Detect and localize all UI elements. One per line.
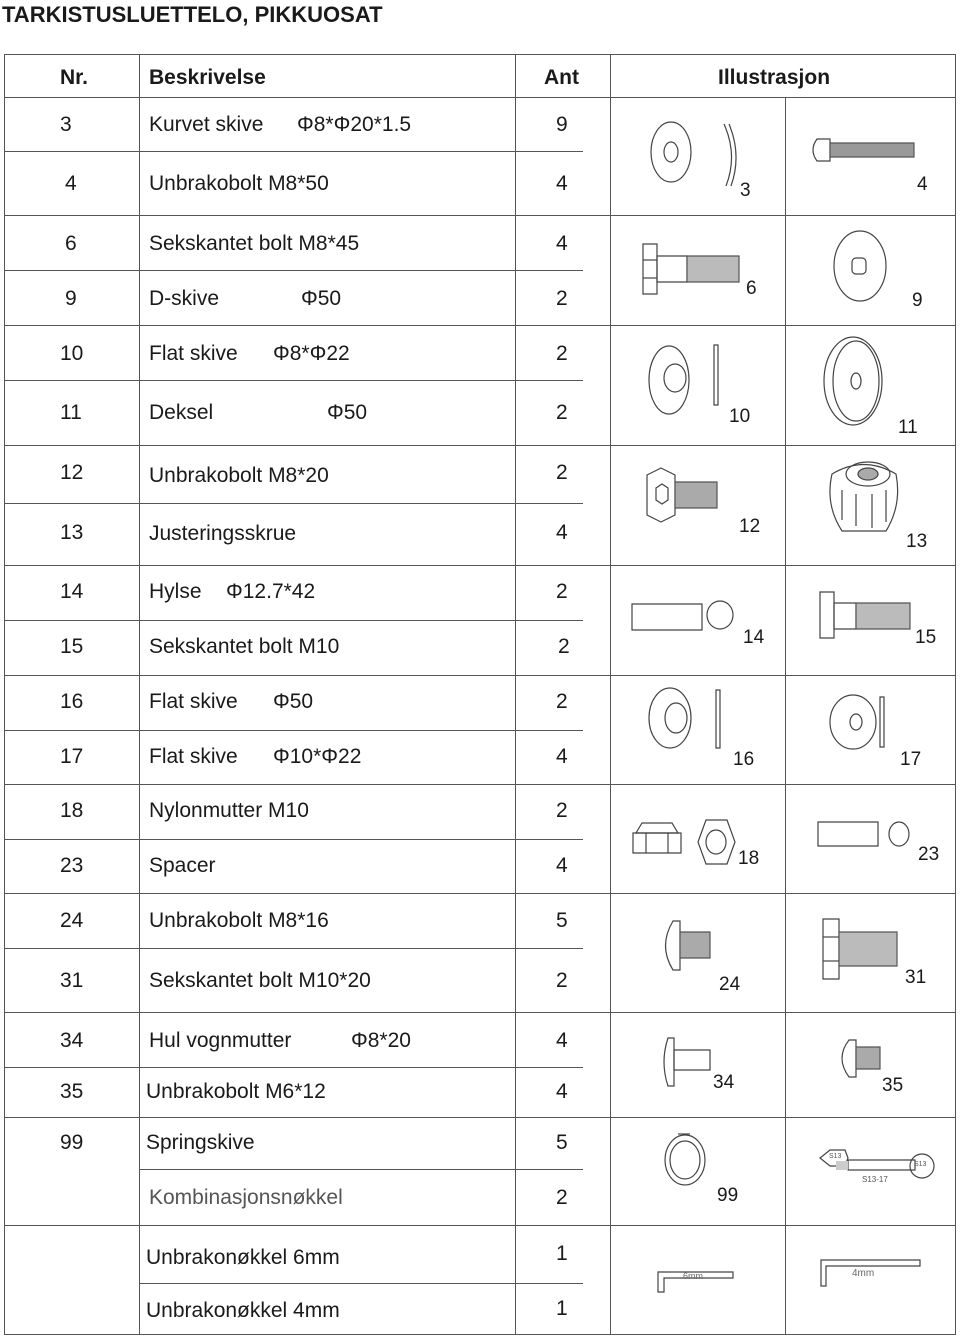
row-description: Unbrakobolt M8*16 [149, 909, 329, 932]
row-qty: 2 [556, 1186, 568, 1209]
spring-washer-icon [665, 1134, 705, 1185]
illustration-label: 15 [915, 627, 937, 648]
row-description: Justeringsskrue [149, 522, 297, 545]
row-nr: 18 [60, 799, 84, 822]
page-title: TARKISTUSLUETTELO, PIKKUOSAT [2, 2, 383, 27]
row-qty: 2 [558, 635, 570, 658]
row-description: Spacer [149, 854, 216, 877]
row-qty: 4 [556, 232, 568, 255]
row-qty: 2 [556, 690, 568, 713]
row-nr: 35 [60, 1080, 84, 1103]
row-description: Sekskantet bolt M10*20 [149, 969, 371, 992]
row-qty: 4 [556, 745, 568, 768]
wrench-left-size-text: S13 [829, 1153, 842, 1160]
row-qty: 2 [556, 401, 568, 424]
spacer-icon [818, 822, 909, 846]
row-description: Flat skive [149, 690, 238, 713]
row-qty: 4 [556, 172, 568, 195]
row-qty: 1 [556, 1297, 568, 1320]
row-qty: 5 [556, 909, 568, 932]
row-description: Unbrakobolt M8*50 [149, 172, 329, 195]
allen-key-6mm-text: 6mm [683, 1271, 703, 1281]
illustration-label: 3 [740, 180, 751, 201]
row-description: Flat skive [149, 342, 238, 365]
row-description: Sekskantet bolt M8*45 [149, 232, 360, 255]
illustration-label: 34 [713, 1072, 735, 1093]
row-nr: 3 [60, 113, 72, 136]
illustration-label: 6 [746, 278, 757, 299]
row-description: Kombinasjonsnøkkel [149, 1186, 343, 1209]
row-spec: Φ8*Φ22 [273, 342, 350, 365]
illustration-label: 17 [900, 749, 922, 770]
flat-washer-icon [649, 345, 718, 414]
row-nr: 10 [60, 342, 84, 365]
row-qty: 2 [556, 969, 568, 992]
row-nr: 17 [60, 745, 84, 768]
row-qty: 9 [556, 113, 568, 136]
illustration-label: 13 [906, 531, 928, 552]
row-description: Kurvet skive [149, 113, 264, 136]
row-spec: Φ8*Φ20*1.5 [297, 113, 412, 136]
illustration-label: 14 [743, 627, 765, 648]
row-qty: 2 [556, 287, 568, 310]
nylon-nut-icon [633, 820, 735, 864]
row-description: Flat skive [149, 745, 238, 768]
socket-bolt-icon [813, 139, 914, 161]
hex-bolt-icon [823, 919, 897, 979]
row-spec: Φ50 [327, 401, 368, 424]
row-description: D-skive [149, 287, 220, 310]
illustration-label: 31 [905, 967, 927, 988]
row-nr: 15 [60, 635, 84, 658]
row-description: Unbrakonøkkel 4mm [146, 1299, 340, 1322]
row-spec: Φ12.7*42 [226, 580, 316, 603]
row-spec: Φ50 [273, 690, 314, 713]
illustration-label: 9 [912, 290, 923, 311]
header-qty: Ant [544, 66, 579, 89]
row-description: Deksel [149, 401, 214, 424]
hex-bolt-icon [643, 244, 739, 294]
row-qty: 2 [556, 461, 568, 484]
row-description: Sekskantet bolt M10 [149, 635, 340, 658]
wrench-size-text: S13-17 [862, 1175, 888, 1184]
cover-cap-icon [824, 337, 882, 425]
row-nr: 31 [60, 969, 84, 992]
illustration-label: 10 [729, 406, 751, 427]
curved-washer-icon [651, 122, 736, 186]
row-qty: 2 [556, 342, 568, 365]
row-spec: Φ50 [301, 287, 342, 310]
socket-bolt-icon [647, 468, 717, 522]
row-qty: 4 [556, 854, 568, 877]
row-description: Unbrakobolt M6*12 [146, 1080, 326, 1103]
header-nr: Nr. [60, 66, 89, 89]
adjustment-screw-icon [830, 462, 898, 531]
row-nr: 24 [60, 909, 84, 932]
row-nr: 6 [65, 232, 77, 255]
allen-key-4mm-text: 4mm [852, 1268, 875, 1279]
header-description: Beskrivelse [149, 66, 266, 89]
flat-washer-icon [830, 695, 884, 749]
sleeve-icon [632, 601, 733, 630]
illustration-label: 18 [738, 848, 760, 869]
row-nr: 11 [60, 401, 82, 424]
row-nr: 34 [60, 1029, 84, 1052]
illustration-label: 35 [882, 1075, 904, 1096]
row-qty: 4 [556, 1029, 568, 1052]
row-qty: 1 [556, 1242, 568, 1265]
row-qty: 5 [556, 1131, 568, 1154]
row-qty: 2 [556, 580, 568, 603]
socket-bolt-icon [842, 1040, 880, 1077]
row-description: Unbrakonøkkel 6mm [146, 1246, 340, 1269]
header-illustration: Illustrasjon [718, 66, 831, 89]
row-nr: 12 [60, 461, 84, 484]
row-nr: 23 [60, 854, 84, 877]
illustration-label: 99 [717, 1185, 739, 1206]
row-description: Hul vognmutter [149, 1029, 292, 1052]
row-spec: Φ8*20 [351, 1029, 411, 1052]
row-nr: 14 [60, 580, 84, 603]
row-spec: Φ10*Φ22 [273, 745, 362, 768]
wrench-right-size-text: S13 [914, 1161, 927, 1168]
flat-washer-icon [649, 688, 720, 748]
illustration-label: 4 [917, 174, 928, 195]
row-description: Hylse [149, 580, 202, 603]
row-qty: 4 [556, 1080, 568, 1103]
row-nr: 99 [60, 1131, 84, 1154]
d-washer-icon [834, 231, 886, 301]
row-nr: 4 [65, 172, 77, 195]
illustration-label: 12 [739, 516, 761, 537]
illustration-label: 24 [719, 974, 741, 995]
illustration-label: 23 [918, 844, 940, 865]
illustration-label: 11 [898, 417, 918, 438]
row-description: Nylonmutter M10 [149, 799, 309, 822]
row-nr: 13 [60, 521, 84, 544]
row-description: Springskive [146, 1131, 255, 1154]
row-nr: 9 [65, 287, 77, 310]
illustration-label: 16 [733, 749, 755, 770]
row-qty: 4 [556, 521, 568, 544]
carriage-nut-icon [664, 1038, 710, 1086]
socket-bolt-icon [666, 921, 711, 970]
row-qty: 2 [556, 799, 568, 822]
row-nr: 16 [60, 690, 84, 713]
row-description: Unbrakobolt M8*20 [149, 464, 329, 487]
hex-bolt-icon [820, 592, 910, 638]
